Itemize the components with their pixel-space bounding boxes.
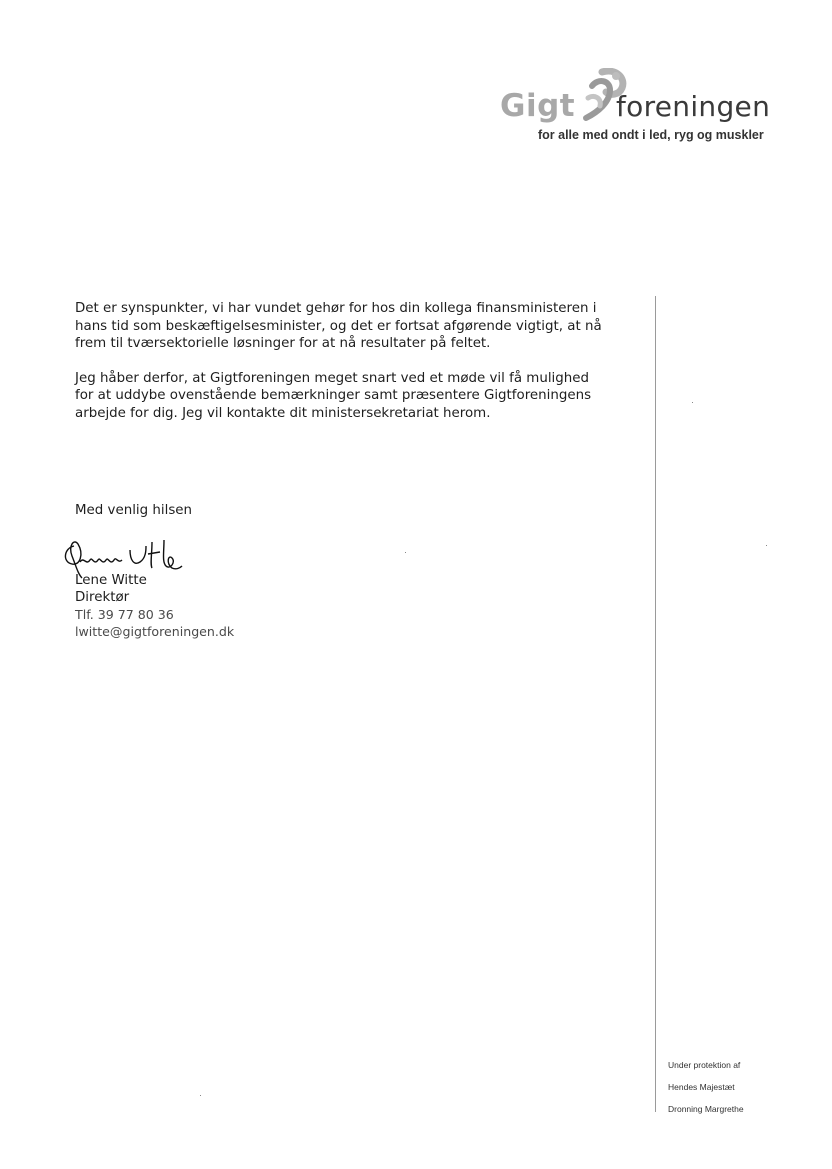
paragraph-2 [75, 370, 650, 423]
patronage-line: Dronning Margrethe [668, 1104, 744, 1114]
closing-greeting: Med venlig hilsen [75, 503, 193, 518]
scan-speck [766, 545, 767, 546]
scan-speck [405, 552, 406, 553]
paragraph-1 [75, 300, 650, 353]
letter-body [75, 300, 650, 440]
sender-block [75, 572, 234, 640]
scan-speck [200, 1095, 201, 1096]
paragraph-2-line: for at uddybe ovenstående bemærkninger samt præsentere Gigtforeningens [75, 388, 592, 404]
logo-word-foreningen: foreningen [616, 90, 771, 123]
scan-speck [692, 402, 693, 403]
royal-patronage-note [668, 1054, 744, 1120]
paragraph-1-line: hans tid som beskæftigelsesminister, og det er fortsat afgørende vigtigt, at nå [75, 318, 602, 334]
sender-title: Direktør [75, 590, 130, 605]
paragraph-1-line: frem til tværsektorielle løsninger for at nå resultater på feltet. [75, 336, 491, 352]
logo-word-gigt: Gigt [500, 88, 576, 124]
sender-phone: Tlf. 39 77 80 36 [75, 607, 174, 622]
logo-tagline: for alle med ondt i led, ryg og muskler [538, 128, 764, 142]
gigtforeningen-logo [500, 68, 790, 148]
paragraph-1-line: Det er synspunkter, vi har vundet gehør for hos din kollega finansministeren i [75, 301, 597, 316]
paragraph-2-line: Jeg håber derfor, at Gigtforeningen meget snart ved et møde vil få mulighed [75, 370, 589, 386]
sender-name: Lene Witte [75, 573, 147, 588]
sender-email: lwitte@gigtforeningen.dk [75, 624, 235, 639]
paragraph-2-line: arbejde for dig. Jeg vil kontakte dit ministersekretariat herom. [75, 405, 491, 421]
margin-rule [655, 296, 656, 1112]
patronage-line: Hendes Majestæt [668, 1082, 735, 1092]
patronage-line: Under protektion af [668, 1060, 741, 1070]
